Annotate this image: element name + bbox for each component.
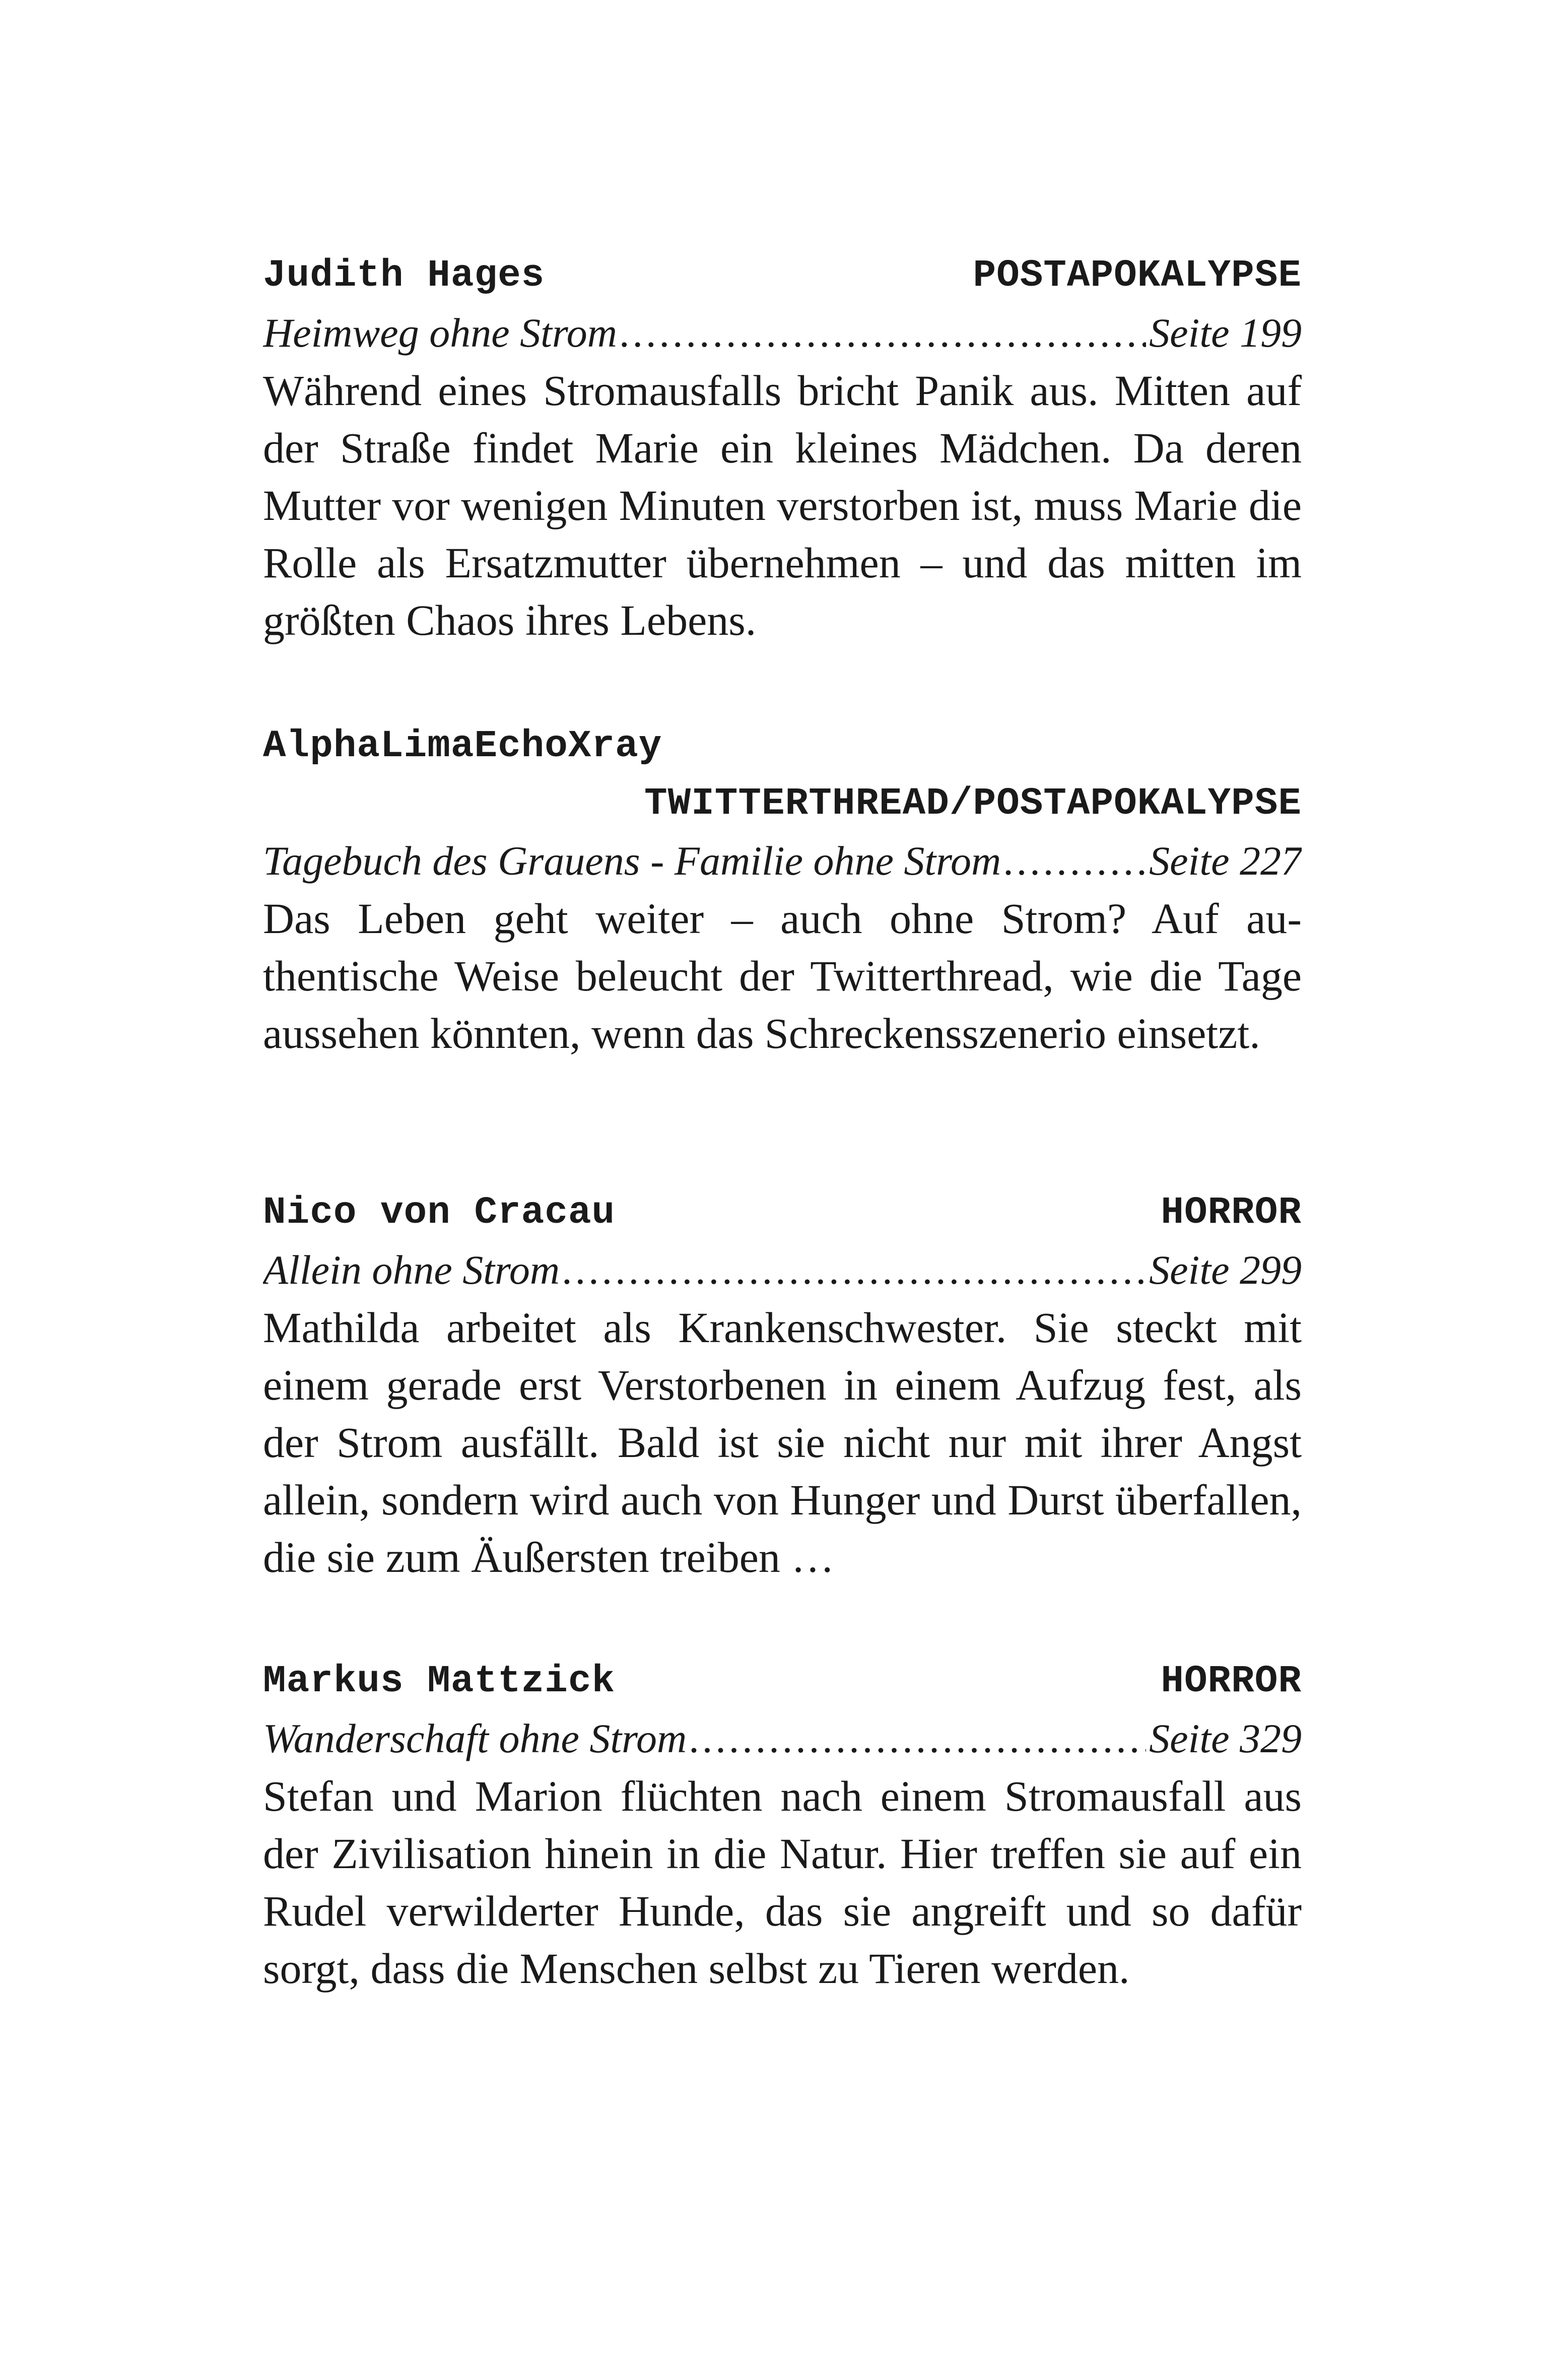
- story-title: Heimweg ohne Strom: [263, 310, 617, 356]
- toc-entry: [263, 1652, 1302, 1997]
- entry-header: [263, 247, 1302, 304]
- story-title-line: [263, 832, 1302, 890]
- story-title-line: [263, 304, 1302, 362]
- story-summary: Stefan und Marion flüchten nach einem Stromausfall aus der Zivilisation hinein in die Natur. Hier treffen sie auf ein Rudel verwilderter Hunde, das sie angreift und so dafür sorgt, dass die Menschen selbst zu Tieren werden.: [263, 1772, 1302, 1993]
- dot-leader: [1004, 832, 1146, 890]
- author-name: Judith Hages: [263, 254, 545, 297]
- story-title: Wanderschaft ohne Strom: [263, 1715, 687, 1761]
- author-name: Nico von Cracau: [263, 1191, 616, 1234]
- dot-leader: [690, 1710, 1146, 1767]
- page-reference: Seite 299: [1149, 1247, 1302, 1293]
- page-reference: Seite 329: [1149, 1715, 1302, 1761]
- genre-label: POSTAPOKALYPSE: [973, 254, 1302, 297]
- story-title: Allein ohne Strom: [263, 1247, 560, 1293]
- toc-entry: [263, 1184, 1302, 1586]
- dot-leader: [620, 304, 1146, 362]
- entry-header: [263, 1652, 1302, 1710]
- genre-label: TWITTERTHREAD/POSTAPOKALYPSE: [644, 782, 1302, 825]
- author-name: AlphaLimaEchoXray: [263, 724, 662, 768]
- entry-header: [263, 717, 1302, 832]
- genre-label: HORROR: [1161, 1191, 1302, 1234]
- story-title-line: [263, 1241, 1302, 1299]
- story-title-line: [263, 1710, 1302, 1767]
- toc-entry: [263, 717, 1302, 1062]
- dot-leader: [563, 1241, 1146, 1299]
- genre-label: HORROR: [1161, 1660, 1302, 1703]
- toc-entry: [263, 247, 1302, 649]
- author-name: Markus Mattzick: [263, 1660, 616, 1703]
- story-summary: Das Leben geht weiter – auch ohne Strom? Auf authentische Weise beleucht der Twitterthread, wie die Tage aussehen könnten, wenn das Schreckensszenerio einsetzt.: [263, 894, 1302, 1057]
- story-summary: Mathilda arbeitet als Krankenschwester. Sie steckt mit einem gerade erst Verstorbenen in einem Aufzug fest, als der Strom ausfällt. Bald ist sie nicht nur mit ihrer Angst allein, sondern wird auch von Hunger und Durst überfallen, die sie zum Äußersten treiben …: [263, 1303, 1302, 1581]
- story-summary: Während eines Stromausfalls bricht Panik aus. Mitten auf der Straße findet Marie ein kleines Mädchen. Da deren Mutter vor wenigen Minuten verstorben ist, muss Marie die Rolle als Ersatzmutter übernehmen – und das mitten im größten Chaos ihres Lebens.: [263, 366, 1302, 644]
- entry-header: [263, 1184, 1302, 1241]
- story-title: Tagebuch des Grauens - Familie ohne Strom: [263, 838, 1001, 884]
- page-reference: Seite 227: [1149, 838, 1302, 884]
- page-reference: Seite 199: [1149, 310, 1302, 356]
